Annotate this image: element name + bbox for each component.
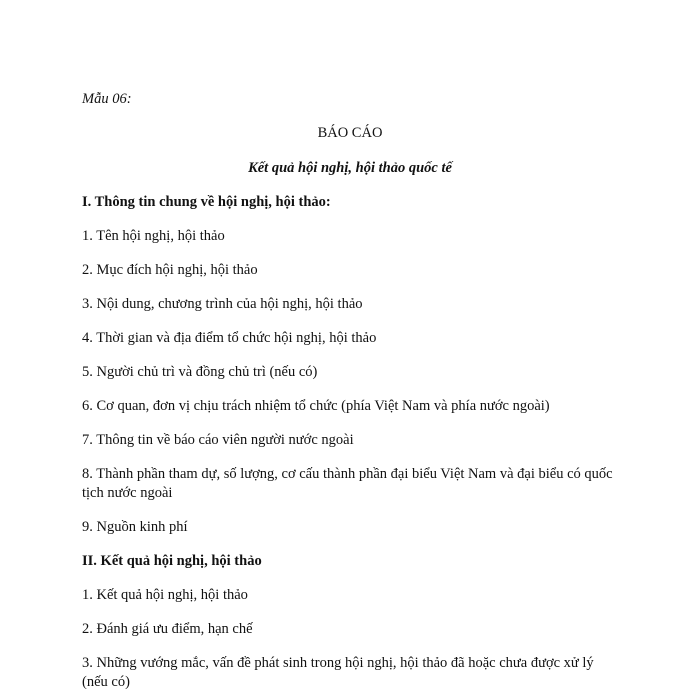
section-1-item-6: 6. Cơ quan, đơn vị chịu trách nhiệm tổ chức (phía Việt Nam và phía nước ngoài) <box>82 398 550 414</box>
section-1-item-3: 3. Nội dung, chương trình của hội nghị, hội thảo <box>82 296 363 312</box>
document-title: BÁO CÁO <box>317 125 383 141</box>
form-label: Mẫu 06: <box>82 91 132 107</box>
section-1-item-8: 8. Thành phần tham dự, số lượng, cơ cấu thành phần đại biểu Việt Nam và đại biểu có quốc tịch nước ngoài <box>82 466 613 501</box>
section-1-item-4: 4. Thời gian và địa điểm tổ chức hội nghị, hội thảo <box>82 330 377 346</box>
section-1-item-2: 2. Mục đích hội nghị, hội thảo <box>82 262 258 278</box>
section-2-item-1: 1. Kết quả hội nghị, hội thảo <box>82 587 248 603</box>
section-1-heading: I. Thông tin chung về hội nghị, hội thảo: <box>82 194 331 210</box>
section-2-heading: II. Kết quả hội nghị, hội thảo <box>82 553 262 569</box>
section-1-item-7: 7. Thông tin về báo cáo viên người nước ngoài <box>82 432 354 448</box>
document-subtitle: Kết quả hội nghị, hội thảo quốc tế <box>248 160 452 176</box>
section-1-item-5: 5. Người chủ trì và đồng chủ trì (nếu có) <box>82 364 318 380</box>
section-1-item-9: 9. Nguồn kinh phí <box>82 519 188 535</box>
section-2-item-3: 3. Những vướng mắc, vấn đề phát sinh trong hội nghị, hội thảo đã hoặc chưa được xử lý (nếu có) <box>82 655 594 690</box>
section-2-item-2: 2. Đánh giá ưu điểm, hạn chế <box>82 621 253 637</box>
section-1-item-1: 1. Tên hội nghị, hội thảo <box>82 228 225 244</box>
